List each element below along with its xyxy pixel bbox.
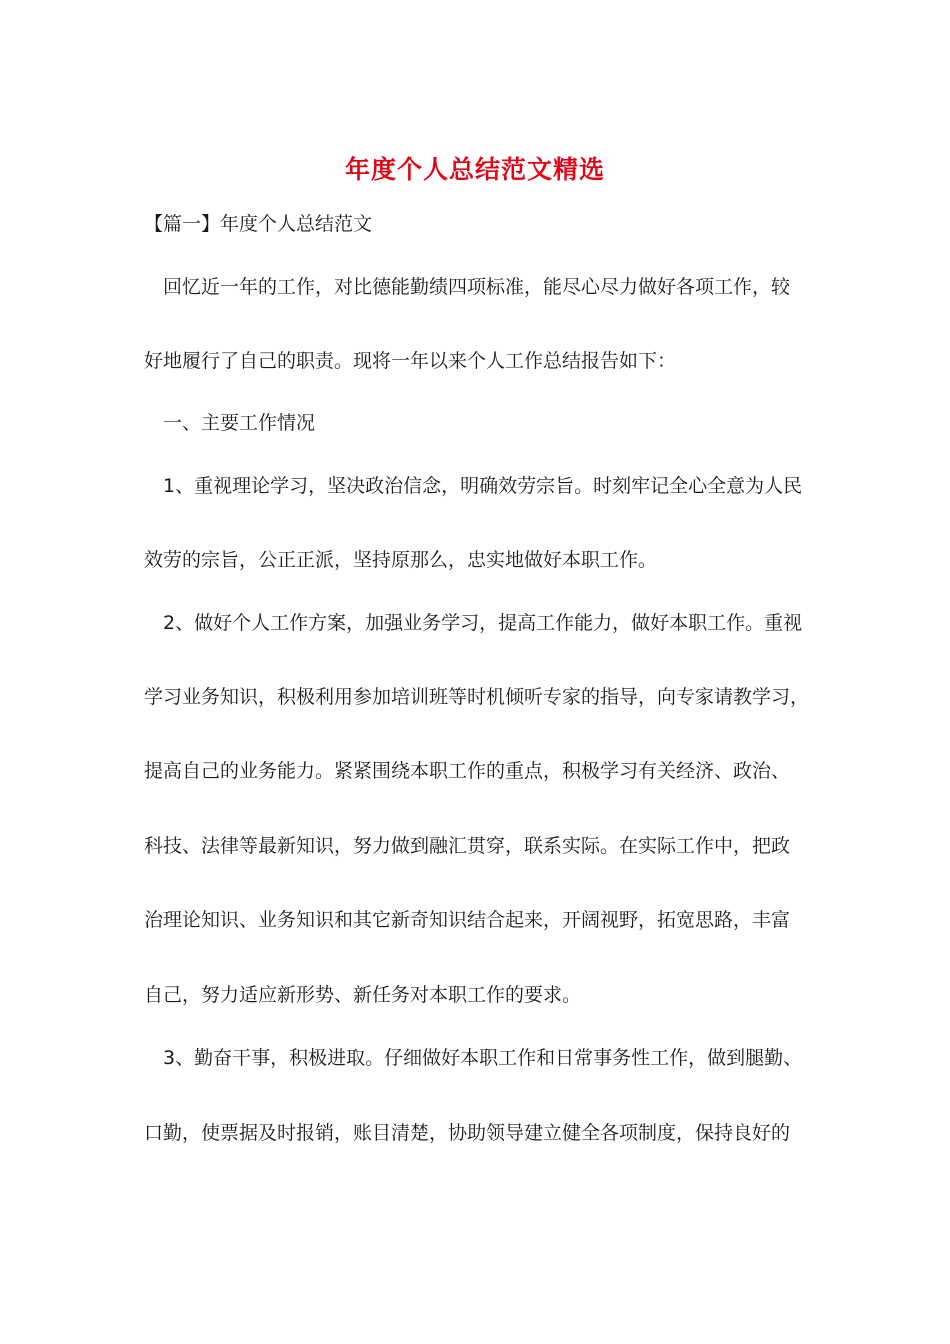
paragraph-line: 自己，努力适应新形势、新任务对本职工作的要求。 (144, 984, 582, 1006)
paragraph-line: 效劳的宗旨，公正正派，坚持原那么，忠实地做好本职工作。 (144, 549, 658, 571)
paragraph-line: 治理论知识、业务知识和其它新奇知识结合起来，开阔视野，拓宽思路，丰富 (144, 909, 791, 931)
paragraph-line: 科技、法律等最新知识，努力做到融汇贯穿，联系实际。在实际工作中，把政 (144, 835, 791, 857)
paragraph-line: 口勤，使票据及时报销，账目清楚，协助领导建立健全各项制度，保持良好的 (144, 1122, 791, 1144)
paragraph-line: 3、勤奋干事，积极进取。仔细做好本职工作和日常事务性工作，做到腿勤、 (163, 1047, 803, 1069)
document-title: 年度个人总结范文精选 (344, 155, 605, 184)
paragraph-line: 2、做好个人工作方案，加强业务学习，提高工作能力，做好本职工作。重视 (163, 612, 803, 634)
subheading-main-work: 一、主要工作情况 (163, 412, 316, 434)
paragraph-line: 回忆近一年的工作，对比德能勤绩四项标准，能尽心尽力做好各项工作，较 (163, 276, 791, 298)
paragraph-line: 1、重视理论学习，坚决政治信念，明确效劳宗旨。时刻牢记全心全意为人民 (163, 475, 803, 497)
paragraph-line: 提高自己的业务能力。紧紧围绕本职工作的重点，积极学习有关经济、政治、 (144, 760, 791, 782)
section-heading: 【篇一】年度个人总结范文 (144, 213, 373, 235)
paragraph-line: 学习业务知识，积极利用参加培训班等时机倾听专家的指导，向专家请教学习， (144, 686, 810, 708)
paragraph-line: 好地履行了自己的职责。现将一年以来个人工作总结报告如下： (144, 350, 677, 372)
